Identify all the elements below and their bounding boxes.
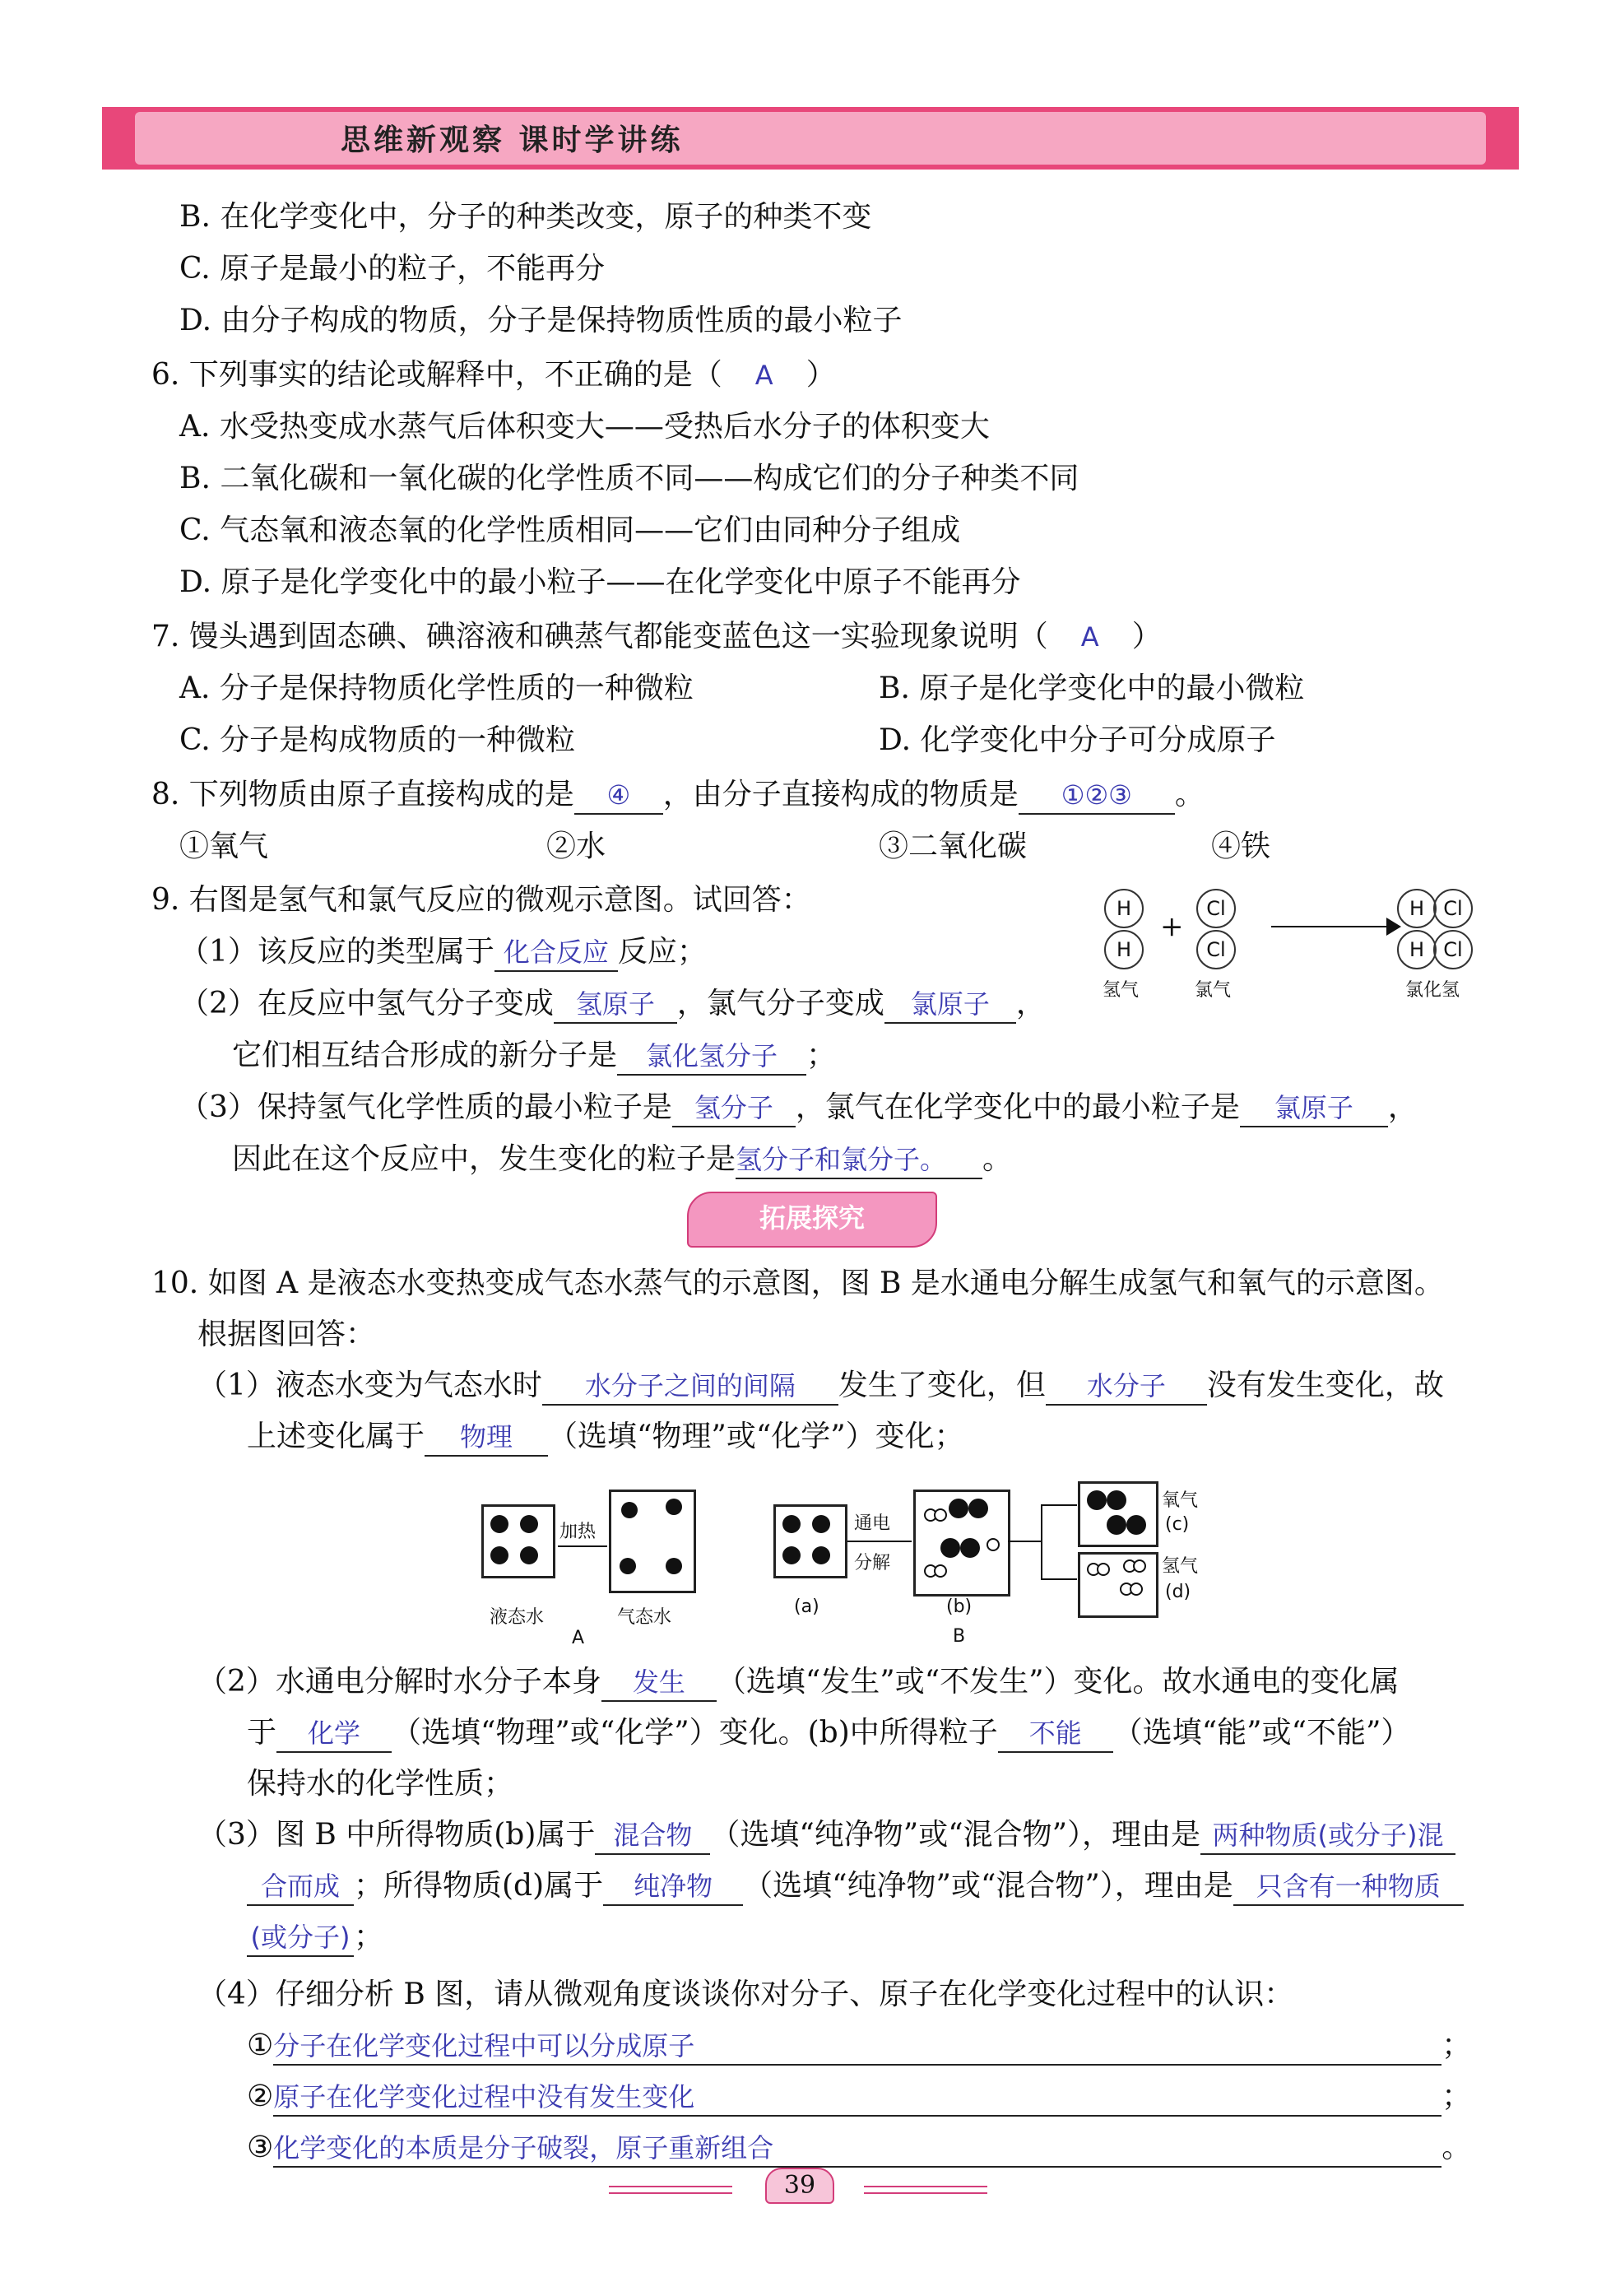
q7-option-c: C. 分子是构成物质的一种微粒 (179, 723, 576, 757)
q10-part3 (197, 1815, 1455, 1855)
q9-part2-c: ， (1015, 987, 1046, 1020)
q10-part2-f: 保持水的化学性质； (247, 1767, 514, 1801)
q10-part1-e: （选填“物理”或“化学”）变化； (548, 1420, 964, 1453)
q10-part2-a: （2）水通电分解时水分子本身 (197, 1665, 601, 1699)
oxygen-atom (1107, 1490, 1126, 1510)
q10-part3-answer-3: 纯净物 (603, 1868, 743, 1906)
oxygen-atom (960, 1538, 980, 1558)
q8-option-1: ①氧气 (179, 830, 269, 863)
hydrogen-atom (1133, 1559, 1146, 1573)
q10-part3-cont-2 (247, 1917, 383, 1957)
q10-part4-answer-2: 原子在化学变化过程中没有发生变化 (273, 2079, 1441, 2117)
q10-part3-d: （选填“纯净物”或“混合物”），理由是 (743, 1869, 1233, 1903)
label-b: (b) (946, 1597, 973, 1617)
q9-part1-a: （1）该反应的类型属于 (179, 935, 494, 969)
q8-option-3: ③二氧化碳 (879, 830, 1028, 863)
electrolysis-label-1: 通电 (854, 1513, 891, 1534)
water-molecule (490, 1515, 508, 1533)
footer-rule-right (864, 2192, 987, 2194)
q10-part1-d: 上述变化属于 (247, 1420, 425, 1453)
item-number: ① (247, 2029, 274, 2062)
q10-part4-answer-1: 分子在化学变化过程中可以分成原子 (273, 2028, 1441, 2066)
q9-part1-b: 反应； (617, 935, 707, 969)
q10-part3-e: ； (354, 1920, 384, 1954)
q10-part1-answer-1: 水分子之间的间隔 (542, 1368, 838, 1406)
q7-option-d: D. 化学变化中分子可分成原子 (879, 723, 1276, 757)
q9-stem: 9. 右图是氢气和氯气反应的微观示意图。试回答： (151, 883, 811, 917)
figure-b-label: B (953, 1626, 966, 1647)
q9-part3-a: （3）保持氢气化学性质的最小粒子是 (179, 1090, 672, 1124)
footer-rule-right (864, 2186, 987, 2187)
q10-part2-c: 于 (247, 1716, 277, 1750)
water-vapor-label: 气态水 (617, 1607, 672, 1628)
q10-part1-a: （1）液态水变为气态水时 (197, 1369, 542, 1402)
q10-part4-item-1 (247, 2026, 1471, 2066)
q6-stem-text: 6. 下列事实的结论或解释中，不正确的是（ (151, 358, 722, 392)
electrolysis-label-2: 分解 (854, 1553, 891, 1573)
hydrogen-label: 氢气 (1162, 1556, 1199, 1577)
q10-part4-item-2 (247, 2077, 1471, 2117)
footer-rule-left (609, 2192, 732, 2194)
q9-part3-answer-3: 氢分子和氯分子。 (736, 1141, 982, 1179)
footer-rule-left (609, 2186, 732, 2187)
section-badge (687, 1192, 937, 1248)
q10-part2-answer-3: 不能 (998, 1715, 1113, 1753)
q9-part3-d: 因此在这个反应中，发生变化的粒子是 (232, 1142, 736, 1176)
oxygen-atom (968, 1499, 988, 1518)
q9-part3-b: ，氯气在化学变化中的最小粒子是 (795, 1090, 1240, 1124)
q9-part2-d: 它们相互结合形成的新分子是 (232, 1039, 618, 1072)
page-number: 39 (783, 2171, 816, 2200)
q10-part3-cont (247, 1866, 1464, 1906)
q10-part3-answer-2a: 两种物质(或分子)混 (1200, 1817, 1455, 1855)
hydrogen-atom (934, 1564, 947, 1578)
q10-part3-b: （选填“纯净物”或“混合物”），理由是 (710, 1818, 1201, 1852)
q6-option-c: C. 气态氧和液态氧的化学性质相同——它们由同种分子组成 (179, 514, 961, 547)
reaction-arrow (1271, 926, 1395, 927)
oxygen-atom (1126, 1515, 1146, 1535)
label-hcl: 氯化氢 (1405, 980, 1460, 1001)
q8-answer-2: ①②③ (1019, 777, 1175, 815)
label-c: (c) (1165, 1514, 1190, 1535)
q10-stem-2: 根据图回答： (197, 1318, 376, 1351)
q6-stem (151, 356, 836, 395)
q6-stem-end: ） (805, 358, 836, 392)
label-a: (a) (794, 1597, 819, 1617)
q10-part2-d: （选填“物理”或“化学”）变化。(b)中所得粒子 (392, 1716, 998, 1750)
hydrogen-atom (987, 1538, 1000, 1551)
q7-option-a: A. 分子是保持物质化学性质的一种微粒 (179, 672, 694, 705)
q10-part3-answer-4b: (或分子) (247, 1919, 354, 1957)
liquid-water-label: 液态水 (490, 1607, 545, 1628)
q10-part3-answer-1: 混合物 (595, 1817, 710, 1855)
cl-atom: Cl (1196, 889, 1236, 928)
q9-part2 (179, 984, 1046, 1024)
q9-part2-a: （2）在反应中氢气分子变成 (179, 987, 554, 1020)
label-chlorine: 氯气 (1195, 980, 1232, 1001)
box-a (773, 1504, 847, 1578)
q7-option-b: B. 原子是化学变化中的最小微粒 (879, 672, 1305, 705)
h-atom: H (1397, 889, 1437, 928)
q9-part2-answer-1: 氢原子 (554, 986, 677, 1024)
water-molecule (812, 1515, 830, 1533)
q10-part2-answer-1: 发生 (601, 1664, 717, 1702)
arrow-to-hydrogen (1041, 1578, 1077, 1580)
q10-part1-c: 没有发生变化，故 (1206, 1369, 1444, 1402)
q10-part3-a: （3）图 B 中所得物质(b)属于 (197, 1818, 596, 1852)
q10-part3-c: ；所得物质(d)属于 (354, 1869, 604, 1903)
q10-part4: （4）仔细分析 B 图，请从微观角度谈谈你对分子、原子在化学变化过程中的认识： (197, 1978, 1294, 2011)
cl-atom: Cl (1433, 930, 1473, 969)
water-molecule (621, 1502, 638, 1518)
page-header-band (102, 107, 1519, 170)
q9-part2-cont (232, 1036, 836, 1076)
q7-stem (151, 617, 1162, 657)
section-title: 拓展探究 (759, 1202, 865, 1234)
q10-part2-b: （选填“发生”或“不发生”）变化。故水通电的变化属 (716, 1665, 1400, 1699)
oxygen-label: 氧气 (1162, 1490, 1199, 1511)
page-footer (609, 2156, 987, 2205)
item-number: ③ (247, 2131, 274, 2164)
q8-stem (151, 775, 1205, 815)
q5-option-c: C. 原子是最小的粒子，不能再分 (179, 252, 606, 286)
arrow-to-oxygen (1041, 1504, 1077, 1506)
oxygen-atom (1087, 1490, 1107, 1510)
box-c (1078, 1481, 1158, 1547)
water-molecule (812, 1546, 830, 1564)
q8-answer-1: ④ (574, 777, 663, 815)
q8-option-2: ②水 (546, 830, 606, 863)
item-end: 。 (1441, 2131, 1472, 2164)
q5-option-d: D. 由分子构成的物质，分子是保持物质性质的最小粒子 (179, 304, 903, 337)
box-b (913, 1490, 1010, 1597)
water-molecule (782, 1546, 801, 1564)
q10-part2 (197, 1662, 1400, 1702)
q10-part2-cont (247, 1713, 1410, 1753)
water-molecule (666, 1558, 682, 1574)
q10-part3-answer-4a: 只含有一种物质 (1233, 1868, 1464, 1906)
q10-part2-answer-2: 化学 (276, 1715, 392, 1753)
water-molecule (782, 1515, 801, 1533)
h-atom: H (1104, 930, 1144, 969)
heat-arrow (558, 1545, 607, 1547)
q10-part1-answer-2: 水分子 (1046, 1368, 1207, 1406)
oxygen-atom (949, 1499, 968, 1518)
q9-part3-c: ， (1387, 1090, 1418, 1124)
q7-stem-end: ） (1131, 620, 1162, 653)
water-molecule (520, 1515, 538, 1533)
q8-option-4: ④铁 (1211, 830, 1271, 863)
q9-part2-e: ； (806, 1039, 837, 1072)
q8-stem-a: 8. 下列物质由原子直接构成的是 (151, 778, 574, 811)
water-molecule (666, 1499, 682, 1515)
split-arrow (1008, 1541, 1041, 1542)
q9-figure (1094, 881, 1489, 1004)
q9-part3-e: 。 (982, 1142, 1013, 1176)
page-header-title: 思维新观察 课时学讲练 (341, 123, 684, 157)
item-end: ； (1441, 2080, 1472, 2113)
q10-part1-answer-3: 物理 (425, 1419, 548, 1457)
h-atom: H (1397, 930, 1437, 969)
water-vapor-box (609, 1490, 696, 1593)
q9-part2-b: ，氯气分子变成 (676, 987, 884, 1020)
q6-option-b: B. 二氧化碳和一氧化碳的化学性质不同——构成它们的分子种类不同 (179, 462, 1079, 495)
label-d: (d) (1165, 1582, 1191, 1602)
heat-label: 加热 (559, 1522, 597, 1542)
q7-stem-text: 7. 馒头遇到固态碘、碘溶液和碘蒸气都能变蓝色这一实验现象说明（ (151, 620, 1048, 653)
h-atom: H (1104, 889, 1144, 928)
hydrogen-atom (1130, 1583, 1143, 1596)
q10-part1 (197, 1366, 1444, 1406)
q9-part3-answer-2: 氯原子 (1240, 1090, 1388, 1127)
cl-atom: Cl (1433, 889, 1473, 928)
q8-stem-c: 。 (1174, 778, 1205, 811)
q10-figure (461, 1481, 1218, 1662)
box-d (1078, 1552, 1158, 1618)
q9-part3-cont (232, 1140, 1012, 1179)
page-header-inner (135, 112, 1486, 165)
oxygen-atom (1107, 1515, 1126, 1535)
item-number: ② (247, 2080, 274, 2113)
q10-part2-e: （选填“能”或“不能”） (1112, 1716, 1411, 1750)
q10-part4-answer-3: 化学变化的本质是分子破裂，原子重新组合 (273, 2130, 1441, 2168)
q10-stem-1: 10. 如图 A 是液态水变热变成气态水蒸气的示意图，图 B 是水通电分解生成氢气和氧气的示意图。 (151, 1267, 1444, 1300)
cl-atom: Cl (1196, 930, 1236, 969)
q6-answer: A (754, 360, 773, 391)
electrolysis-arrow (847, 1541, 912, 1542)
plus-sign: + (1160, 910, 1184, 943)
q9-part2-answer-3: 氯化氢分子 (617, 1038, 806, 1076)
q8-stem-b: ，由分子直接构成的物质是 (662, 778, 1019, 811)
liquid-water-box (481, 1504, 555, 1578)
item-end: ； (1441, 2029, 1472, 2062)
oxygen-atom (940, 1538, 960, 1558)
hydrogen-atom (934, 1508, 947, 1522)
q5-option-b: B. 在化学变化中，分子的种类改变，原子的种类不变 (179, 200, 872, 234)
q7-answer: A (1080, 621, 1099, 653)
q9-part1-answer: 化合反应 (494, 934, 618, 972)
q9-part2-answer-2: 氯原子 (884, 986, 1016, 1024)
reaction-arrowhead (1386, 918, 1401, 936)
water-molecule (620, 1558, 636, 1574)
hydrogen-atom (1097, 1563, 1110, 1576)
q10-part3-answer-2b: 合而成 (247, 1868, 354, 1906)
water-molecule (490, 1546, 508, 1564)
q9-part1 (179, 932, 707, 972)
q6-option-d: D. 原子是化学变化中的最小粒子——在化学变化中原子不能再分 (179, 565, 1021, 599)
q10-part1-b: 发生了变化，但 (838, 1369, 1046, 1402)
label-hydrogen: 氢气 (1103, 980, 1140, 1001)
water-molecule (520, 1546, 538, 1564)
q9-part3-answer-1: 氢分子 (672, 1090, 796, 1127)
split-line (1041, 1504, 1042, 1578)
q9-part3 (179, 1088, 1418, 1127)
q6-option-a: A. 水受热变成水蒸气后体积变大——受热后水分子的体积变大 (179, 410, 990, 444)
figure-a-label: A (572, 1628, 585, 1648)
q10-part1-cont (247, 1417, 964, 1457)
